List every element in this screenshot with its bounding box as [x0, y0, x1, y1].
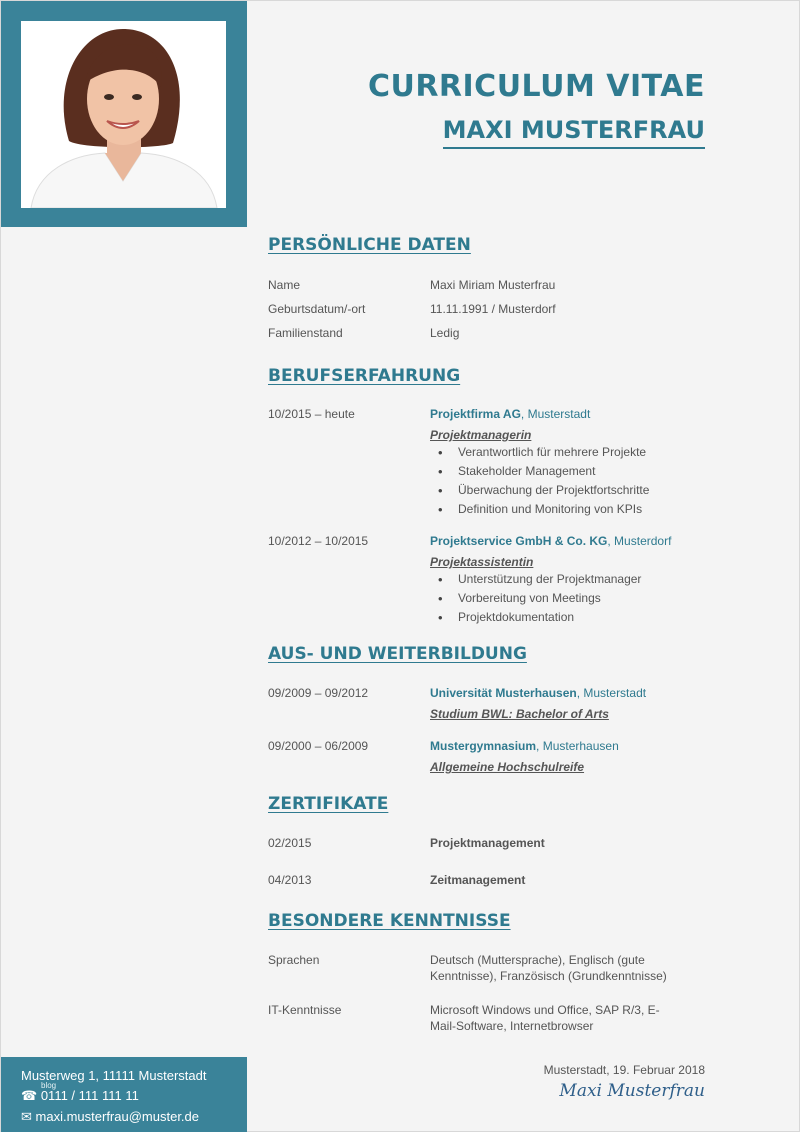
job-role — [430, 554, 720, 570]
certificate-date: 02/2015 — [268, 836, 312, 850]
education-institution — [430, 738, 720, 754]
education-location: , Musterstadt — [576, 686, 647, 700]
portrait-illustration — [21, 21, 226, 208]
cv-title: CURRICULUM VITAE — [367, 69, 705, 104]
skill-value: Microsoft Windows und Office, SAP R/3, E-Mail-Software, Internetbrowser — [430, 1003, 660, 1033]
section-title-education: AUS- UND WEITERBILDUNG — [268, 644, 527, 664]
personal-label: Name — [268, 278, 301, 292]
list-item: • Definition und Monitoring von KPIs — [438, 500, 718, 519]
list-item: • Überwachung der Projektfortschritte — [438, 481, 718, 500]
section-title-skills: BESONDERE KENNTNISSE — [268, 911, 511, 931]
job-org: Projektfirma AG — [430, 407, 521, 421]
education-degree-text: Studium BWL: Bachelor of Arts — [430, 707, 609, 721]
list-item: • Verantwortlich für mehrere Projekte — [438, 443, 718, 462]
job-role-text: Projektassistentin — [430, 555, 534, 569]
email-icon: ✉ — [21, 1109, 32, 1124]
list-item: • Stakeholder Management — [438, 462, 718, 481]
photo-frame — [1, 1, 247, 227]
personal-value: Ledig — [430, 326, 460, 340]
education-degree — [430, 759, 720, 775]
section-title-certificates: ZERTIFIKATE — [268, 794, 389, 814]
cv-header — [368, 67, 705, 149]
job-period: 10/2012 – 10/2015 — [268, 534, 369, 548]
contact-address: Musterweg 1, 11111 Musterstadt — [21, 1068, 207, 1083]
list-item: • Unterstützung der Projektmanager — [438, 570, 718, 589]
cv-name: MAXI MUSTERFRAU — [443, 113, 705, 149]
personal-label: Geburtsdatum/-ort — [268, 302, 366, 316]
list-item: • Projektdokumentation — [438, 608, 718, 627]
phone-icon: ☎ — [21, 1088, 38, 1103]
blog-label: blog — [41, 1081, 57, 1090]
education-degree — [430, 706, 720, 722]
contact-phone — [21, 1088, 139, 1104]
job-company — [430, 533, 720, 549]
certificate-date: 04/2013 — [268, 873, 312, 887]
skill-label: Sprachen — [268, 953, 320, 967]
job-role-text: Projektmanagerin — [430, 428, 532, 442]
education-degree-text: Allgemeine Hochschulreife — [430, 760, 585, 774]
education-org: Mustergymnasium — [430, 739, 537, 753]
skill-label: IT-Kenntnisse — [268, 1003, 342, 1017]
personal-value: Maxi Miriam Musterfrau — [430, 278, 556, 292]
job-bullets — [438, 570, 718, 627]
education-location: , Musterhausen — [536, 739, 619, 753]
contact-email — [21, 1109, 199, 1125]
job-role — [430, 427, 720, 443]
email-address[interactable]: maxi.musterfrau@muster.de — [35, 1109, 200, 1124]
job-company — [430, 406, 720, 422]
job-org: Projektservice GmbH & Co. KG — [430, 534, 608, 548]
profile-photo — [21, 21, 226, 208]
education-org: Universität Musterhausen — [430, 686, 577, 700]
phone-number[interactable]: 0111 / 111 111 11 — [40, 1088, 139, 1103]
personal-value: 11.11.1991 / Musterdorf — [430, 302, 556, 316]
job-bullets — [438, 443, 718, 519]
job-period: 10/2015 – heute — [268, 407, 355, 421]
contact-box — [1, 1057, 247, 1132]
certificate-name: Zeitmanagement — [430, 873, 526, 887]
list-item: • Vorbereitung von Meetings — [438, 589, 718, 608]
skill-value: Deutsch (Muttersprache), Englisch (gute Kenntnisse), Französisch (Grundkenntnisse) — [430, 953, 667, 983]
personal-label: Familienstand — [268, 326, 343, 340]
education-period: 09/2000 – 06/2009 — [268, 739, 369, 753]
education-period: 09/2009 – 09/2012 — [268, 686, 369, 700]
signature: Maxi Musterfrau — [559, 1081, 705, 1101]
signature-place-date: Musterstadt, 19. Februar 2018 — [543, 1063, 705, 1077]
certificate-name: Projektmanagement — [430, 836, 545, 850]
job-location: , Musterstadt — [520, 407, 591, 421]
education-institution — [430, 685, 720, 701]
section-title-personal: PERSÖNLICHE DATEN — [268, 235, 471, 255]
job-location: , Musterdorf — [607, 534, 672, 548]
section-title-experience: BERUFSERFAHRUNG — [268, 366, 461, 386]
